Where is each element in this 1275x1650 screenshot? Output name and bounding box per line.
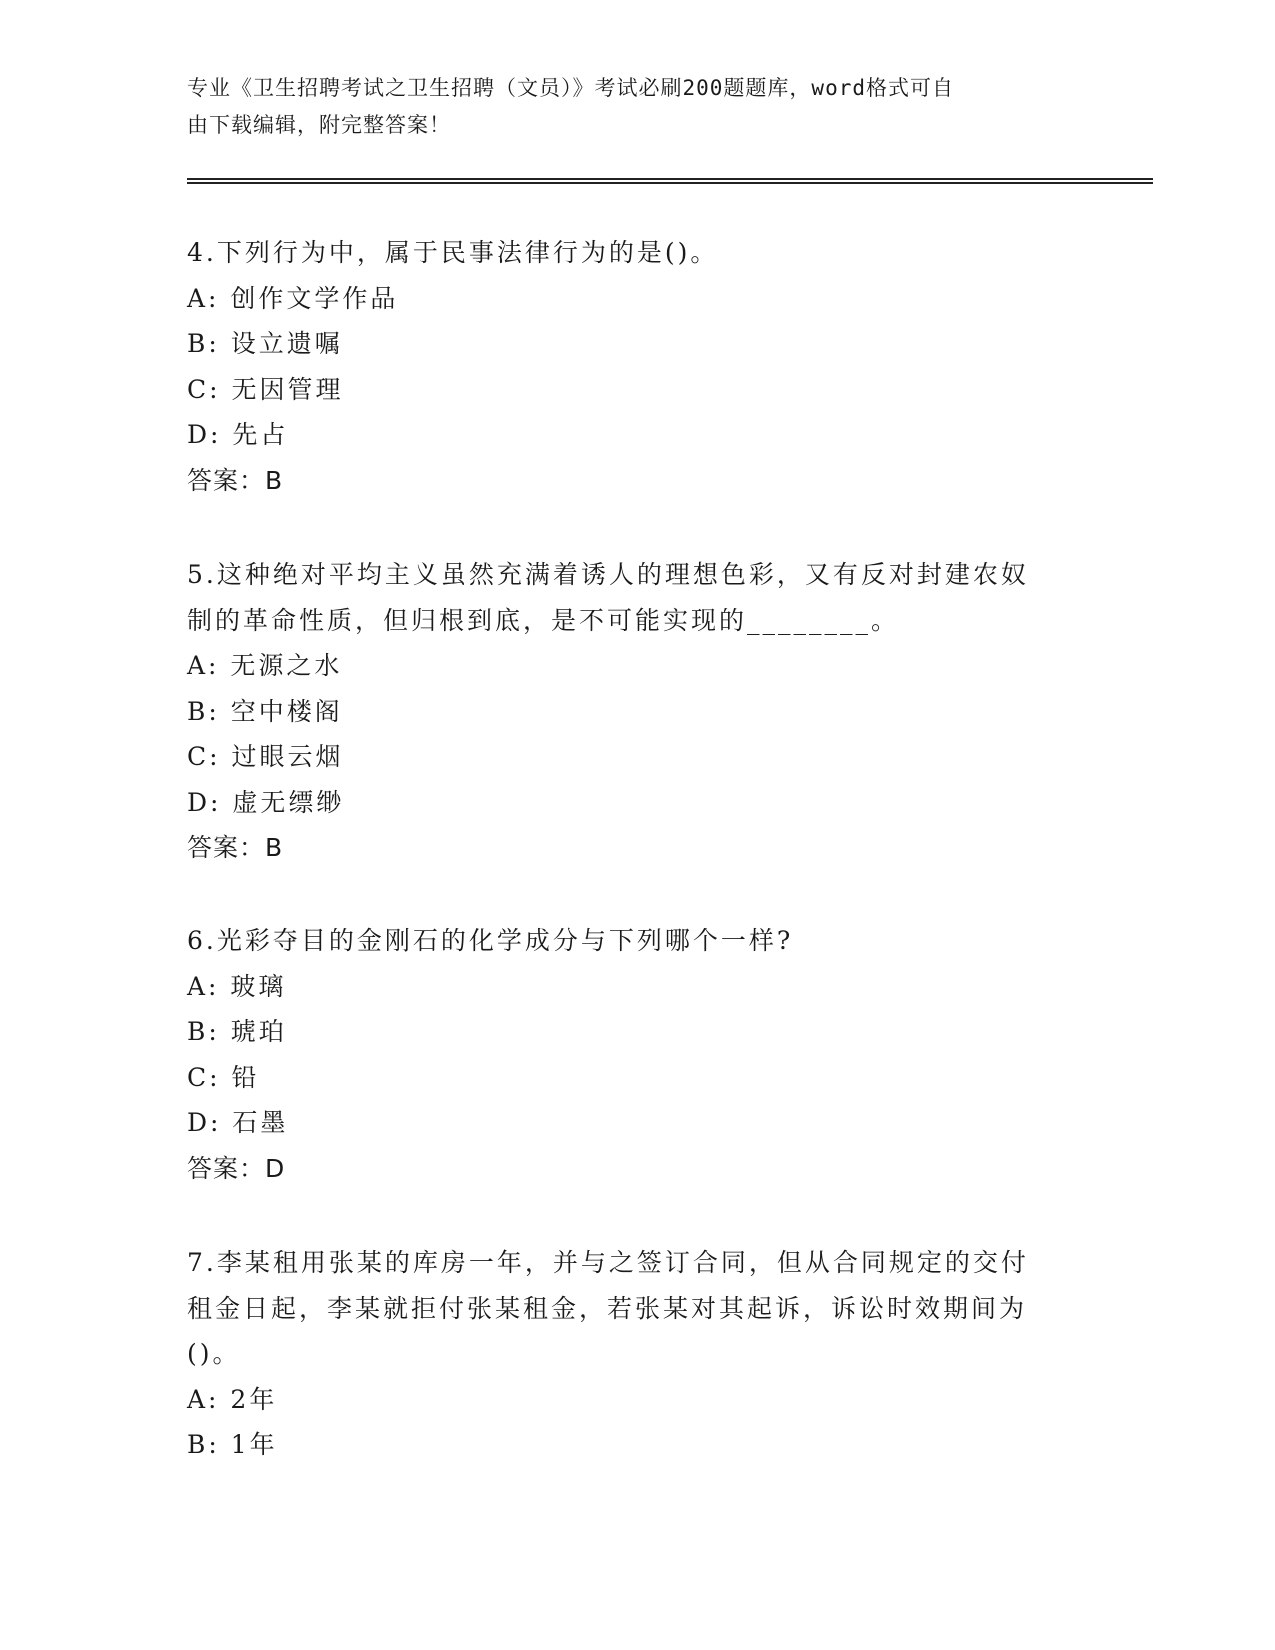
option-b: B: 设立遗嘱 bbox=[187, 329, 343, 358]
question-7 bbox=[187, 1240, 1067, 1468]
question-5 bbox=[187, 552, 1067, 871]
header-line-2: 由下载编辑，附完整答案！ bbox=[187, 113, 451, 137]
stem-line: 制的革命性质，但归根到底，是不可能实现的________。 bbox=[187, 605, 900, 635]
question-stem bbox=[187, 552, 1067, 643]
option-a: A: 2年 bbox=[187, 1384, 278, 1414]
stem-line: ()。 bbox=[187, 1339, 241, 1368]
document-header bbox=[187, 70, 1067, 144]
option-a: A: 玻璃 bbox=[187, 971, 287, 1001]
option-b: B: 琥珀 bbox=[187, 1017, 287, 1046]
option-d: D: 虚无缥缈 bbox=[187, 787, 345, 817]
option-c: C: 过眼云烟 bbox=[187, 742, 344, 771]
question-4 bbox=[187, 230, 1067, 503]
header-divider bbox=[187, 178, 1153, 180]
stem-line: 6.光彩夺目的金刚石的化学成分与下列哪个一样? bbox=[187, 926, 794, 955]
stem-line: 租金日起，李某就拒付张某租金，若张某对其起诉，诉讼时效期间为 bbox=[187, 1293, 1028, 1323]
question-stem bbox=[187, 230, 1067, 276]
option-d: D: 石墨 bbox=[187, 1108, 289, 1137]
answer-label: 答案：D bbox=[187, 1153, 286, 1183]
header-line-1: 专业《卫生招聘考试之卫生招聘（文员）》考试必刷200题题库，word格式可自 bbox=[187, 76, 954, 100]
question-stem bbox=[187, 1240, 1067, 1377]
question-6 bbox=[187, 918, 1067, 1191]
option-c: C: 铅 bbox=[187, 1062, 260, 1092]
option-b: B: 空中楼阁 bbox=[187, 696, 343, 726]
option-b: B: 1年 bbox=[187, 1430, 278, 1459]
option-a: A: 无源之水 bbox=[187, 651, 343, 680]
option-c: C: 无因管理 bbox=[187, 374, 344, 404]
answer-label: 答案：B bbox=[187, 465, 284, 495]
option-d: D: 先占 bbox=[187, 420, 289, 449]
stem-line: 7.李某租用张某的库房一年，并与之签订合同，但从合同规定的交付 bbox=[187, 1248, 1029, 1277]
stem-line: 4.下列行为中，属于民事法律行为的是()。 bbox=[187, 238, 719, 267]
stem-line: 5.这种绝对平均主义虽然充满着诱人的理想色彩，又有反对封建农奴 bbox=[187, 560, 1029, 589]
header-divider bbox=[187, 182, 1153, 184]
answer-label: 答案：B bbox=[187, 833, 284, 862]
option-a: A: 创作文学作品 bbox=[187, 283, 399, 313]
question-stem bbox=[187, 918, 1067, 964]
